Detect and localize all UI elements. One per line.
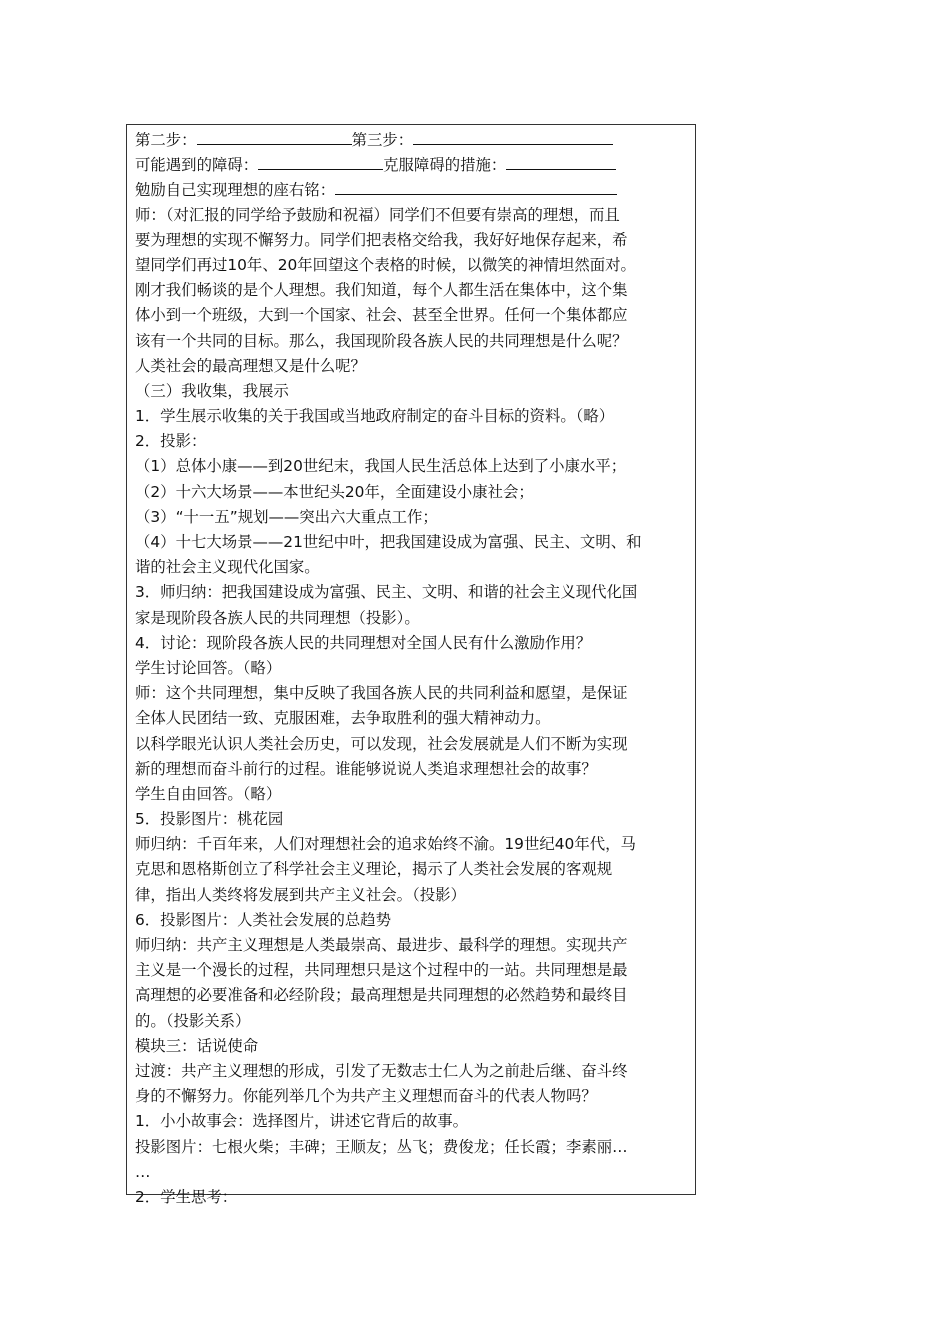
motto-blank[interactable]	[335, 177, 617, 195]
text-line: 高理想的必要准备和必经阶段；最高理想是共同理想的必然趋势和最终目	[135, 986, 628, 1005]
motto-row	[135, 177, 687, 202]
text-line: 5．投影图片：桃花园	[135, 810, 284, 829]
text-line: 以科学眼光认识人类社会历史，可以发现，社会发展就是人们不断为实现	[135, 734, 628, 753]
text-line: 投影图片：七根火柴；丰碑；王顺友；丛飞；费俊龙；任长霞；李素丽…	[135, 1137, 628, 1156]
obstacle-blank[interactable]	[258, 152, 383, 170]
text-line: 师：（对汇报的同学给予鼓励和祝福）同学们不但要有崇高的理想，而且	[135, 205, 620, 224]
motto-label: 勉励自己实现理想的座右铭：	[135, 181, 336, 200]
text-line: 身的不懈努力。你能列举几个为共产主义理想而奋斗的代表人物吗？	[135, 1087, 597, 1106]
text-line: 的。（投影关系）	[135, 1011, 251, 1030]
text-line: 师：这个共同理想，集中反映了我国各族人民的共同利益和愿望，是保证	[135, 684, 628, 703]
text-line: 学生自由回答。（略）	[135, 784, 282, 803]
text-line: 人类社会的最高理想又是什么呢？	[135, 356, 366, 375]
text-line: 2．学生思考：	[135, 1187, 238, 1206]
text-line: 1．学生展示收集的关于我国或当地政府制定的奋斗目标的资料。（略）	[135, 407, 615, 426]
text-line: 师归纳：千百年来，人们对理想社会的追求始终不渝。19世纪40年代，马	[135, 835, 636, 854]
text-line: 律，指出人类终将发展到共产主义社会。（投影）	[135, 885, 466, 904]
text-line: 望同学们再过10年、20年回望这个表格的时候，以微笑的神情坦然面对。	[135, 255, 636, 274]
text-line: 过渡：共产主义理想的形成，引发了无数志士仁人为之前赴后继、奋斗终	[135, 1061, 628, 1080]
text-line: 全体人民团结一致、克服困难，去争取胜利的强大精神动力。	[135, 709, 551, 728]
text-line: 新的理想而奋斗前行的过程。谁能够说说人类追求理想社会的故事？	[135, 759, 597, 778]
obstacle-label: 可能遇到的障碍：	[135, 156, 259, 175]
text-line: 该有一个共同的目标。那么，我国现阶段各族人民的共同理想是什么呢？	[135, 331, 628, 350]
lesson-plan-box	[126, 124, 696, 1206]
text-line: 刚才我们畅谈的是个人理想。我们知道，每个人都生活在集体中，这个集	[135, 281, 628, 300]
text-line: 谐的社会主义现代化国家。	[135, 558, 320, 577]
steps-row	[135, 127, 687, 152]
text-line: （4）十七大场景——21世纪中叶，把我国建设成为富强、民主、文明、和	[135, 533, 642, 551]
obstacle-row	[135, 152, 687, 177]
text-line: 师归纳：共产主义理想是人类最崇高、最进步、最科学的理想。实现共产	[135, 936, 628, 954]
text-line: 2．投影：	[135, 432, 207, 451]
text-line: 体小到一个班级，大到一个国家、社会、甚至全世界。任何一个集体都应	[135, 306, 628, 325]
step3-blank[interactable]	[413, 127, 613, 145]
step2-label: 第二步：	[135, 131, 197, 149]
text-line: 主义是一个漫长的过程，共同理想只是这个过程中的一站。共同理想是最	[135, 961, 628, 980]
text-line: （3）“十一五”规划——突出六大重点工作；	[135, 507, 438, 526]
overcome-blank[interactable]	[506, 152, 616, 170]
text-line: （三）我收集，我展示	[135, 381, 289, 400]
text-line: 要为理想的实现不懈努力。同学们把表格交给我，我好好地保存起来，希	[135, 230, 628, 249]
text-line: 6．投影图片：人类社会发展的总趋势	[135, 910, 392, 929]
step2-blank[interactable]	[197, 127, 352, 145]
step3-label: 第三步：	[351, 131, 414, 149]
text-line: 3．师归纳：把我国建设成为富强、民主、文明、和谐的社会主义现代化国	[135, 583, 638, 602]
text-line: （2）十六大场景——本世纪头20年，全面建设小康社会；	[135, 482, 534, 501]
text-line: （1）总体小康——到20世纪末，我国人民生活总体上达到了小康水平；	[135, 457, 627, 476]
text-line: 学生讨论回答。（略）	[135, 658, 282, 677]
text-line: 克思和恩格斯创立了科学社会主义理论，揭示了人类社会发展的客观规	[135, 860, 613, 879]
text-line: 1．小小故事会：选择图片，讲述它背后的故事。	[135, 1112, 468, 1131]
body-text	[135, 203, 687, 1211]
text-line: 4．讨论：现阶段各族人民的共同理想对全国人民有什么激励作用？	[135, 633, 592, 652]
overcome-label: 克服障碍的措施：	[383, 156, 507, 175]
text-line: 家是现阶段各族人民的共同理想（投影）。	[135, 608, 420, 627]
text-line: 模块三：话说使命	[135, 1036, 259, 1055]
text-line: …	[135, 1162, 151, 1181]
